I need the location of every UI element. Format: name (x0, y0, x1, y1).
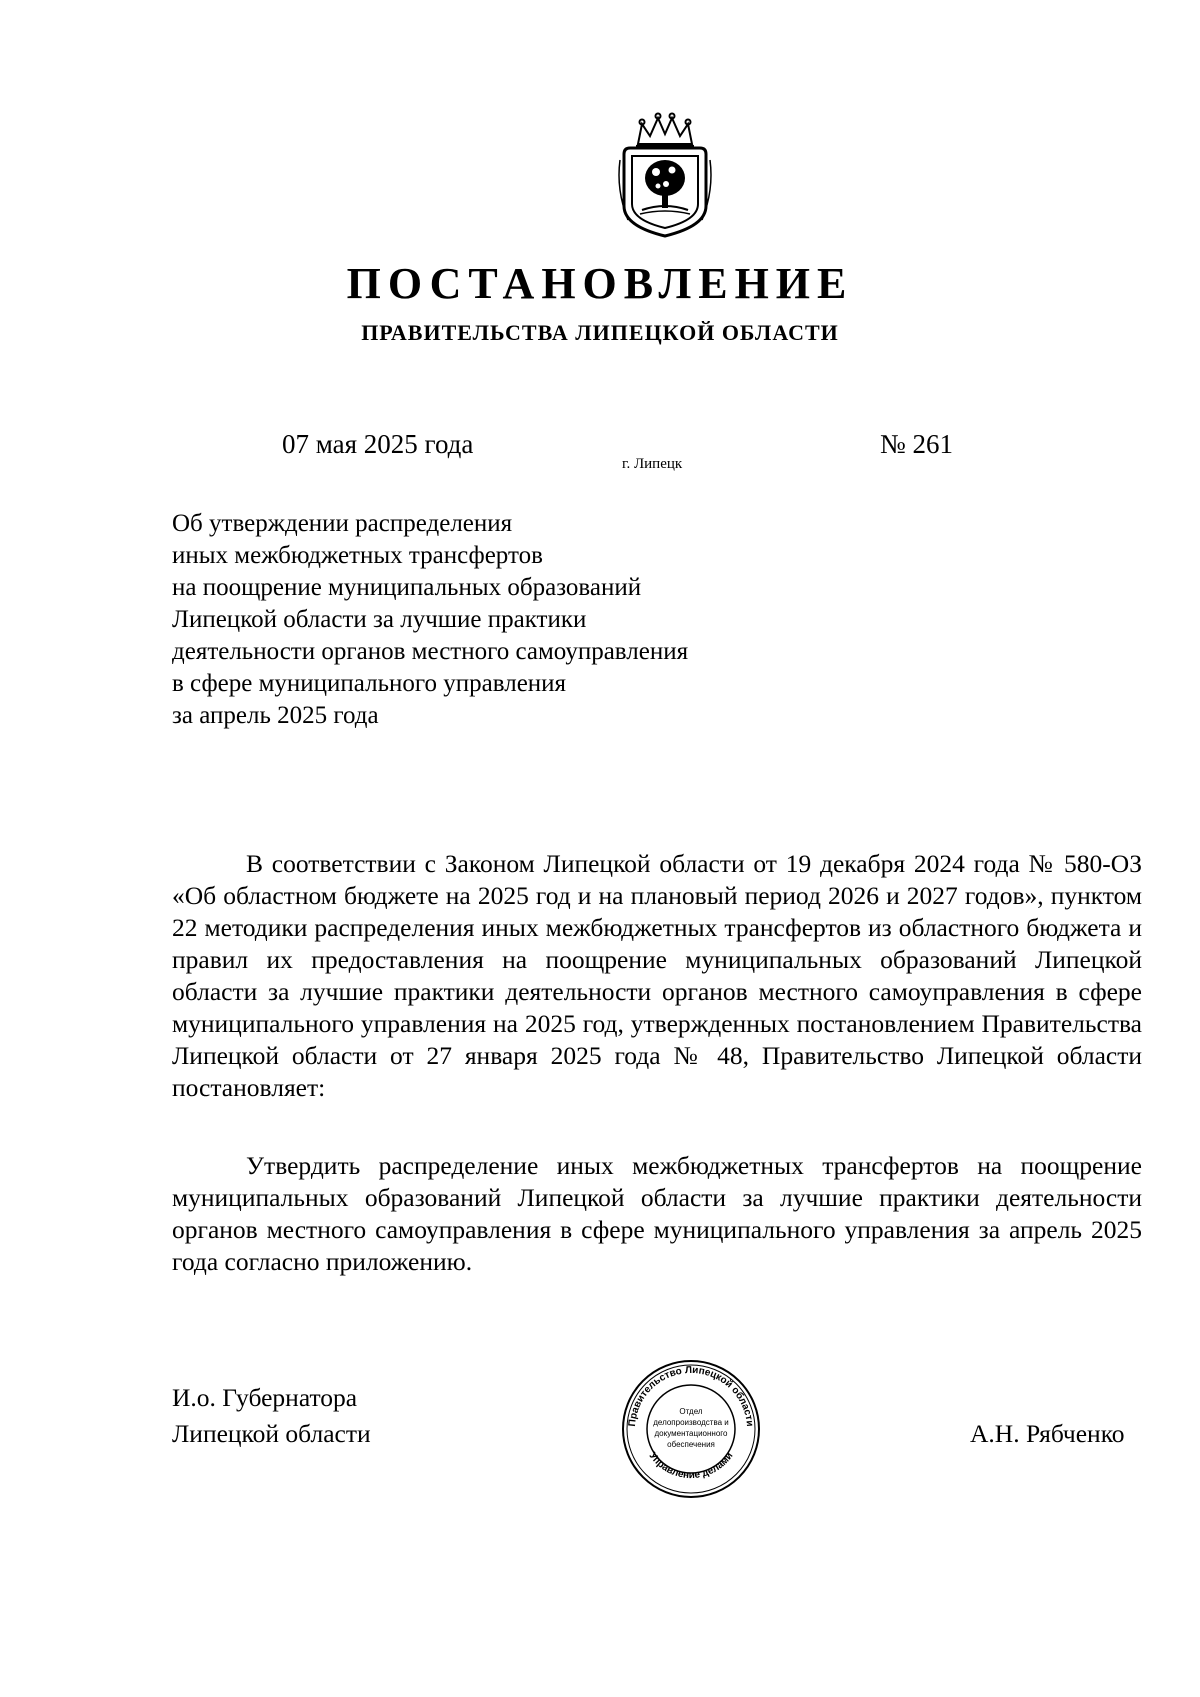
stamp-inner-line: делопроизводства и (653, 1418, 729, 1427)
document-number: № 261 (880, 429, 954, 459)
subject-line: за апрель 2025 года (172, 702, 379, 729)
document-subtitle: ПРАВИТЕЛЬСТВА ЛИПЕЦКОЙ ОБЛАСТИ (361, 320, 839, 345)
subject-line: Об утверждении распределения (172, 510, 513, 537)
stamp-inner-line: документационного (654, 1429, 728, 1438)
document-city: г. Липецк (622, 456, 683, 472)
subject-line: на поощрение муниципальных образований (172, 574, 642, 601)
signatory-title-line: И.о. Губернатора (172, 1383, 358, 1412)
subject-line: иных межбюджетных трансфертов (172, 542, 543, 569)
coat-of-arms-icon (610, 110, 720, 240)
signatory-title-line: Липецкой области (172, 1419, 371, 1448)
document-title: ПОСТАНОВЛЕНИЕ (346, 259, 854, 308)
subject-line: Липецкой области за лучшие практики (172, 606, 587, 633)
official-stamp-icon (620, 1358, 762, 1500)
svg-text:Управление делами (647, 1451, 736, 1482)
subject-line: деятельности органов местного самоуправления (172, 638, 689, 665)
stamp-outer-text: Правительство Липецкой области (626, 1364, 756, 1428)
stamp-outer-text-bottom: Управление делами (646, 1450, 736, 1482)
document-date: 07 мая 2025 года (282, 429, 474, 459)
stamp-inner-line: обеспечения (667, 1440, 715, 1449)
subject-line: в сфере муниципального управления (172, 670, 567, 697)
document-subject (172, 508, 832, 732)
signatory-name: А.Н. Рябченко (970, 1419, 1125, 1448)
signatory-title (172, 1380, 371, 1452)
body-paragraph-resolution: Утвердить распределение иных межбюджетных трансфертов на поощрение муниципальных образований Липецкой области за лучшие практики деятельности органов местного самоуправления в сфере муниципального управления за апрель 2025 года согласно приложению. (172, 1151, 1142, 1276)
body-paragraph-preamble: В соответствии с Законом Липецкой области от 19 декабря 2024 года № 580-ОЗ «Об областном бюджете на 2025 год и на плановый период 2026 и 2027 годов», пунктом 22 методики распределения иных межбюджетных трансфертов из областного бюджета и правил их предоставления на поощрение муниципальных образований Липецкой области за лучшие практики деятельности органов местного самоуправления в сфере муниципального управления на 2025 год, утвержденных постановлением Правительства Липецкой области от 27 января 2025 года № 48, Правительство Липецкой области постановляет: (172, 849, 1142, 1102)
stamp-inner-line: Отдел (679, 1407, 703, 1416)
